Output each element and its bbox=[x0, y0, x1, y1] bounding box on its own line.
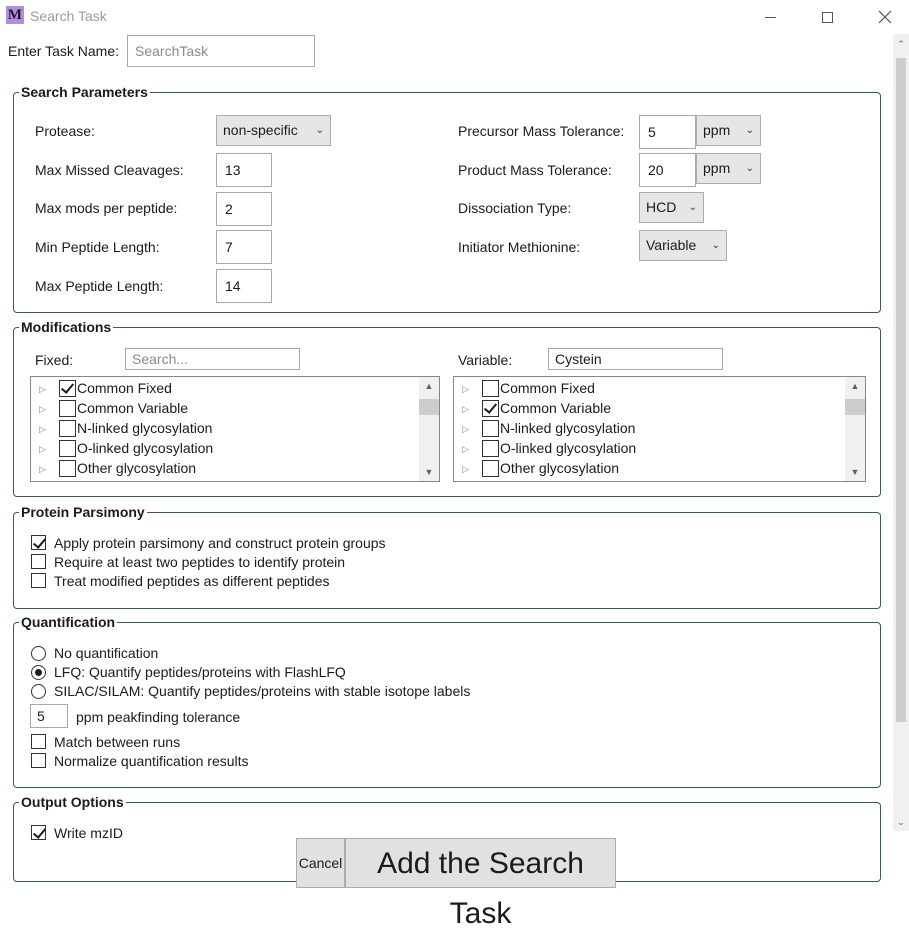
scroll-down-icon[interactable]: ▼ bbox=[850, 467, 860, 477]
add-search-task-button[interactable]: Add the Search Task bbox=[345, 838, 616, 888]
variable-mod-checkbox-0[interactable] bbox=[482, 380, 499, 397]
variable-mods-label: Variable: bbox=[458, 352, 513, 368]
variable-mods-search-input[interactable]: Cystein bbox=[548, 348, 723, 370]
chevron-down-icon: ⌄ bbox=[745, 163, 754, 174]
modifications-legend: Modifications bbox=[21, 319, 112, 335]
fixed-mods-search-input[interactable]: Search... bbox=[125, 348, 300, 370]
cancel-button[interactable]: Cancel bbox=[296, 838, 345, 888]
task-name-input[interactable]: SearchTask bbox=[127, 35, 315, 67]
product-unit-value: ppm bbox=[703, 160, 731, 176]
tree-item[interactable] bbox=[31, 419, 419, 439]
fixed-mod-checkbox-3[interactable] bbox=[59, 440, 76, 457]
precursor-tolerance-input[interactable]: 5 bbox=[639, 115, 696, 149]
scroll-down-icon[interactable]: ⌄ bbox=[897, 817, 905, 827]
match-between-runs-label: Match between runs bbox=[54, 734, 181, 750]
dissociation-type-label: Dissociation Type: bbox=[458, 200, 572, 216]
write-mzid-checkbox[interactable] bbox=[31, 825, 46, 840]
variable-tree-scrollbar[interactable] bbox=[845, 377, 865, 481]
protein-parsimony-group bbox=[13, 504, 881, 609]
product-tolerance-input[interactable]: 20 bbox=[639, 153, 696, 187]
treat-modified-label: Treat modified peptides as different peptides bbox=[54, 573, 330, 589]
expand-arrow-icon[interactable]: ▷ bbox=[39, 464, 46, 474]
expand-arrow-icon[interactable]: ▷ bbox=[462, 464, 469, 474]
no-quantification-label: No quantification bbox=[54, 645, 159, 661]
require-two-peptides-checkbox[interactable] bbox=[31, 554, 46, 569]
minimize-button[interactable] bbox=[747, 0, 793, 32]
write-mzid-label: Write mzID bbox=[54, 825, 123, 841]
tree-item[interactable] bbox=[454, 379, 845, 399]
expand-arrow-icon[interactable]: ▷ bbox=[39, 384, 46, 394]
scroll-thumb[interactable] bbox=[845, 399, 865, 415]
tree-item[interactable] bbox=[454, 439, 845, 459]
product-tolerance-unit-dropdown[interactable] bbox=[696, 153, 761, 184]
min-peptide-length-label: Min Peptide Length: bbox=[35, 239, 160, 255]
max-mods-input[interactable]: 2 bbox=[216, 192, 272, 226]
ppm-tolerance-input[interactable]: 5 bbox=[30, 704, 68, 728]
tree-item-label: Common Fixed bbox=[500, 380, 595, 396]
tree-item[interactable] bbox=[454, 419, 845, 439]
expand-arrow-icon[interactable]: ▷ bbox=[462, 404, 469, 414]
scroll-up-icon[interactable]: ⌃ bbox=[897, 39, 905, 49]
fixed-tree-scrollbar[interactable] bbox=[419, 377, 439, 481]
apply-parsimony-label: Apply protein parsimony and construct protein groups bbox=[54, 535, 386, 551]
scroll-up-icon[interactable]: ▲ bbox=[424, 381, 434, 391]
protein-parsimony-legend: Protein Parsimony bbox=[21, 504, 145, 520]
modifications-group bbox=[13, 319, 881, 497]
precursor-tolerance-unit-dropdown[interactable] bbox=[696, 115, 761, 146]
chevron-down-icon: ⌄ bbox=[745, 125, 754, 136]
tree-item-label: N-linked glycosylation bbox=[500, 420, 636, 436]
apply-parsimony-checkbox[interactable] bbox=[31, 535, 46, 550]
tree-item[interactable] bbox=[31, 399, 419, 419]
variable-mod-checkbox-2[interactable] bbox=[482, 420, 499, 437]
initiator-methionine-value: Variable bbox=[646, 237, 697, 253]
tree-item-label: O-linked glycosylation bbox=[77, 440, 214, 456]
tree-item-label: Common Variable bbox=[77, 400, 189, 416]
max-peptide-length-label: Max Peptide Length: bbox=[35, 278, 164, 294]
quantification-legend: Quantification bbox=[21, 614, 116, 630]
scroll-down-icon[interactable]: ▼ bbox=[424, 467, 434, 477]
initiator-methionine-dropdown[interactable] bbox=[639, 230, 727, 261]
expand-arrow-icon[interactable]: ▷ bbox=[39, 424, 46, 434]
minimize-icon bbox=[765, 17, 776, 18]
dissociation-type-dropdown[interactable] bbox=[639, 192, 704, 223]
output-options-legend: Output Options bbox=[21, 794, 124, 810]
fixed-mod-checkbox-0[interactable] bbox=[59, 380, 76, 397]
dissociation-type-value: HCD bbox=[646, 199, 677, 215]
tree-item-label: Other glycosylation bbox=[77, 460, 197, 476]
chevron-down-icon: ⌄ bbox=[315, 125, 324, 136]
require-two-peptides-label: Require at least two peptides to identify protein bbox=[54, 554, 346, 570]
expand-arrow-icon[interactable]: ▷ bbox=[462, 424, 469, 434]
task-name-label: Enter Task Name: bbox=[8, 43, 120, 59]
lfq-label: LFQ: Quantify peptides/proteins with FlashLFQ bbox=[54, 664, 346, 680]
variable-mods-tree[interactable] bbox=[453, 376, 866, 482]
protease-dropdown[interactable] bbox=[216, 115, 331, 146]
normalize-checkbox[interactable] bbox=[31, 753, 46, 768]
expand-arrow-icon[interactable]: ▷ bbox=[462, 384, 469, 394]
settings-scroll-area bbox=[0, 76, 893, 841]
scroll-thumb[interactable] bbox=[896, 58, 906, 722]
search-parameters-group bbox=[13, 84, 881, 313]
tree-item[interactable] bbox=[454, 399, 845, 419]
product-tolerance-label: Product Mass Tolerance: bbox=[458, 162, 612, 178]
fixed-mod-checkbox-2[interactable] bbox=[59, 420, 76, 437]
silac-label: SILAC/SILAM: Quantify peptides/proteins with stable isotope labels bbox=[54, 683, 471, 699]
tree-item-label: Common Variable bbox=[500, 400, 612, 416]
fixed-mod-checkbox-4[interactable] bbox=[59, 460, 76, 477]
tree-item-label: N-linked glycosylation bbox=[77, 420, 213, 436]
tree-item-label: Common Fixed bbox=[77, 380, 172, 396]
precursor-unit-value: ppm bbox=[703, 122, 731, 138]
max-missed-cleavages-label: Max Missed Cleavages: bbox=[35, 162, 184, 178]
variable-mod-checkbox-3[interactable] bbox=[482, 440, 499, 457]
close-button[interactable] bbox=[862, 0, 908, 32]
scroll-thumb[interactable] bbox=[419, 399, 439, 415]
variable-mod-checkbox-1[interactable] bbox=[482, 400, 499, 417]
chevron-down-icon: ⌄ bbox=[688, 202, 697, 213]
min-peptide-length-input[interactable]: 7 bbox=[216, 230, 272, 264]
fixed-mod-checkbox-1[interactable] bbox=[59, 400, 76, 417]
precursor-tolerance-label: Precursor Mass Tolerance: bbox=[458, 123, 625, 139]
normalize-label: Normalize quantification results bbox=[54, 753, 249, 769]
scroll-up-icon[interactable]: ▲ bbox=[850, 381, 860, 391]
tree-item-label: Other glycosylation bbox=[500, 460, 620, 476]
match-between-runs-checkbox[interactable] bbox=[31, 734, 46, 749]
expand-arrow-icon[interactable]: ▷ bbox=[462, 444, 469, 454]
protease-value: non-specific bbox=[223, 122, 298, 138]
app-logo-icon: M bbox=[7, 7, 23, 23]
close-icon bbox=[878, 10, 892, 24]
tree-item[interactable] bbox=[454, 459, 845, 479]
fixed-mods-label: Fixed: bbox=[35, 352, 74, 368]
maximize-button[interactable] bbox=[804, 0, 850, 32]
title-bar bbox=[0, 0, 909, 32]
lfq-radio[interactable] bbox=[31, 665, 46, 680]
max-peptide-length-input[interactable]: 14 bbox=[216, 269, 272, 303]
no-quantification-radio[interactable] bbox=[31, 646, 46, 661]
maximize-icon bbox=[822, 12, 833, 23]
tree-item-label: O-linked glycosylation bbox=[500, 440, 637, 456]
fixed-mods-tree[interactable] bbox=[30, 376, 440, 482]
chevron-down-icon: ⌄ bbox=[711, 240, 720, 251]
main-scrollbar[interactable] bbox=[893, 34, 909, 831]
silac-radio[interactable] bbox=[31, 684, 46, 699]
quantification-group bbox=[13, 614, 881, 788]
protease-label: Protease: bbox=[35, 123, 95, 139]
window-title: Search Task bbox=[30, 8, 107, 24]
tree-item[interactable] bbox=[31, 379, 419, 399]
ppm-tolerance-label: ppm peakfinding tolerance bbox=[76, 709, 241, 725]
tree-item[interactable] bbox=[31, 439, 419, 459]
max-missed-cleavages-input[interactable]: 13 bbox=[216, 153, 272, 187]
expand-arrow-icon[interactable]: ▷ bbox=[39, 404, 46, 414]
expand-arrow-icon[interactable]: ▷ bbox=[39, 444, 46, 454]
variable-mod-checkbox-4[interactable] bbox=[482, 460, 499, 477]
initiator-methionine-label: Initiator Methionine: bbox=[458, 239, 581, 255]
treat-modified-checkbox[interactable] bbox=[31, 573, 46, 588]
tree-item[interactable] bbox=[31, 459, 419, 479]
max-mods-label: Max mods per peptide: bbox=[35, 200, 178, 216]
search-parameters-legend: Search Parameters bbox=[21, 84, 148, 100]
